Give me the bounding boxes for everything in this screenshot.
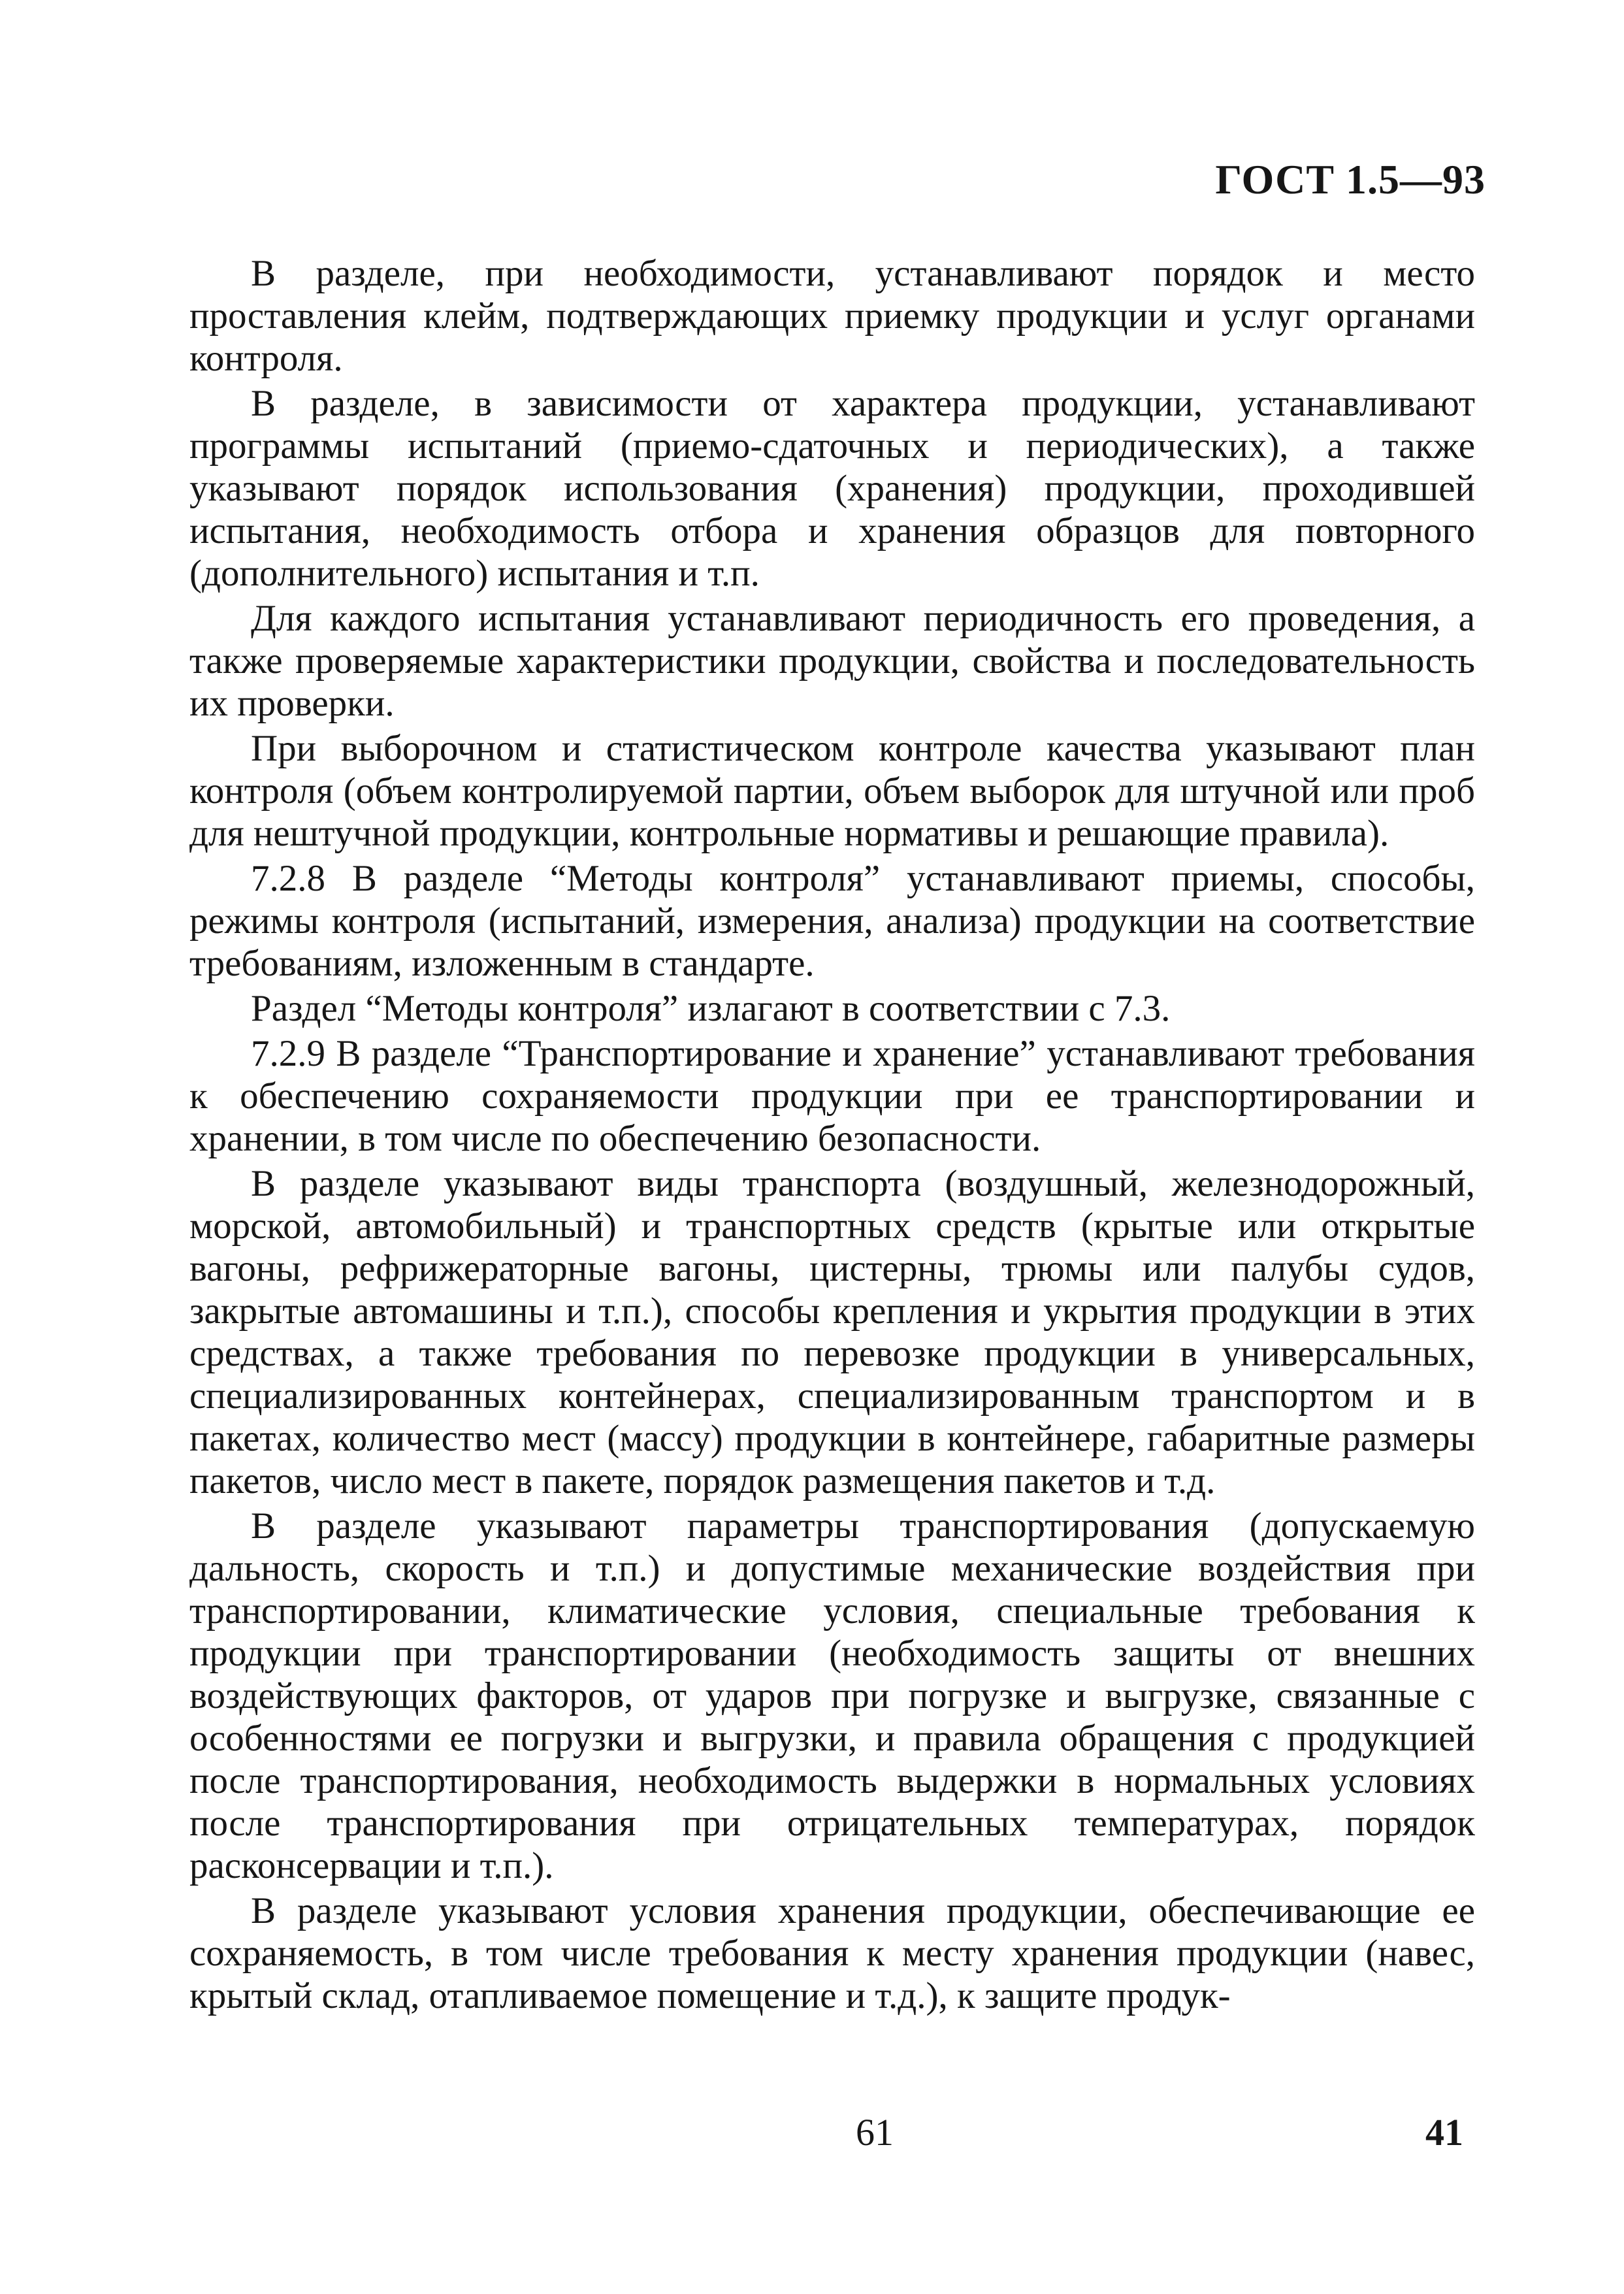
paragraph: 7.2.9 В разделе “Транспортирование и хранение” устанавливают требования к обеспечению сохраняемости продукции при ее транспортировании и хранении, в том числе по обеспечению безопасности. (189, 1033, 1475, 1159)
paragraph: При выборочном и статистическом контроле качества указывают план контроля (объем контролируемой партии, объем выборок для штучной или проб для нештучной продукции, контрольные нормативы и решающие правила). (189, 728, 1475, 854)
paragraph: Раздел “Методы контроля” излагают в соответствии с 7.3. (251, 988, 1171, 1029)
paragraph: В разделе указывают условия хранения продукции, обеспечивающие ее сохраняемость, в том числе требования к месту хранения продукции (навес, крытый склад, отапливаемое помещение и т.д.), к защите продук- (189, 1890, 1475, 2016)
paragraph: 7.2.8 В разделе “Методы контроля” устанавливают приемы, способы, режимы контроля (испытаний, измерения, анализа) продукции на соответствие требованиям, изложенным в стандарте. (189, 858, 1475, 984)
paragraph: В разделе, при необходимости, устанавливают порядок и место проставления клейм, подтверждающих приемку продукции и услуг органами контроля. (189, 253, 1475, 379)
paragraph: В разделе указывают виды транспорта (воздушный, железнодорожный, морской, автомобильный) и транспортных средств (крытые или открытые вагоны, рефрижераторные вагоны, цистерны, трюмы или палубы судов, закрытые автомашины и т.п.), способы крепления и укрытия продукции в этих средствах, а также требования по перевозке продукции в универсальных, специализированных контейнерах, специализированным транспортом и в пакетах, количество мест (массу) продукции в контейнере, габаритные размеры пакетов, число мест в пакете, порядок размещения пакетов и т.д. (189, 1163, 1475, 1501)
paragraph: В разделе указывают параметры транспортирования (допускаемую дальность, скорость и т.п.) и допустимые механические воздействия при транспортировании, климатические условия, специальные требования к продукции при транспортировании (необходимость защиты от внешних воздействующих факторов, от ударов при погрузке и выгрузке, связанные с особенностями ее погрузки и выгрузки, и правила обращения с продукцией после транспортирования, необходимость выдержки в нормальных условиях после транспортирования при отрицательных температурах, порядок расконсервации и т.п.). (189, 1505, 1475, 1886)
paragraph: Для каждого испытания устанавливают периодичность его проведения, а также проверяемые характеристики продукции, свойства и последовательность их проверки. (189, 598, 1475, 724)
document-code-header: ГОСТ 1.5—93 (1215, 156, 1486, 203)
page-number-alt: 41 (1425, 2111, 1463, 2154)
paragraph: В разделе, в зависимости от характера продукции, устанавливают программы испытаний (приемо-сдаточных и периодических), а также указывают порядок использования (хранения) продукции, проходившей испытания, необходимость отбора и хранения образцов для повторного (дополнительного) испытания и т.п. (189, 383, 1475, 594)
body-text (189, 252, 1475, 2020)
page-number: 61 (856, 2111, 894, 2154)
